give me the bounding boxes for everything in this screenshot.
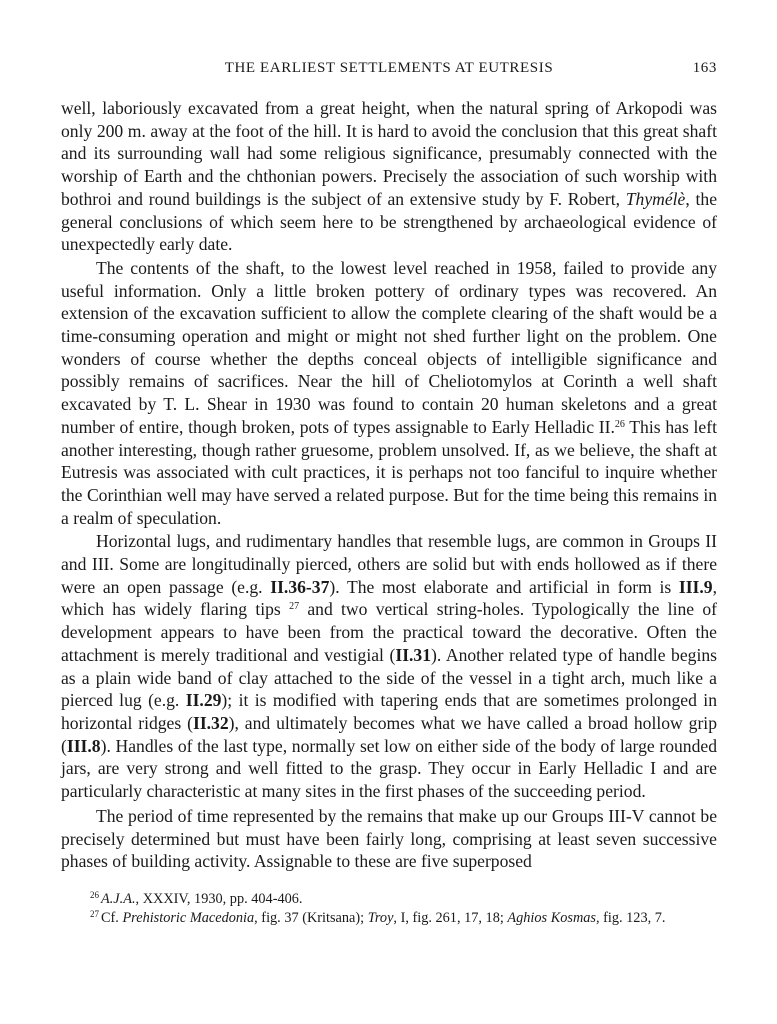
paragraph-text: and two vertical string-holes. Typologically the line of development appears to have been from the practical toward the decorative. Often the attachment is merely traditional and vestigial ( [61, 599, 717, 665]
paragraph-text: , which has widely flaring tips [61, 576, 717, 620]
paragraph [61, 257, 717, 529]
catalogue-reference: II.32 [192, 712, 229, 733]
footnote-marker: 27 [289, 601, 300, 613]
running-title: THE EARLIEST SETTLEMENTS AT EUTRESIS [224, 60, 554, 76]
paragraph-text: ). The most elaborate and artificial in form is [329, 576, 679, 597]
catalogue-reference: III.9 [678, 576, 713, 597]
paragraph-text: ), and ultimately becomes what we have called a broad hollow grip ( [61, 712, 717, 756]
footnote-marker: 27 [90, 908, 99, 919]
footnote-text: , fig. 37 (Kritsana); [254, 909, 368, 926]
paragraph [61, 530, 717, 802]
footnote-text: , fig. 123, 7. [595, 909, 666, 926]
footnote-marker: 26 [614, 418, 625, 430]
catalogue-reference: III.8 [66, 735, 101, 756]
footnote [61, 890, 717, 909]
paragraph-text: ). Handles of the last type, normally set low on either side of the body of large rounded jars, are very strong and well fitted to the grasp. They occur in Early Helladic I and are particularly characteristic at many sites in the first phases of the succeeding period. [61, 735, 717, 802]
italic-text: A.J.A. [101, 890, 136, 907]
paragraph-text: ); it is modified with tapering ends that are sometimes prolonged in horizontal ridges ( [61, 690, 717, 733]
paragraph-text: ). Another related type of handle begins as a plain wide band of clay attached to the side of the vessel in a tight arch, much like a pierced lug (e.g. [61, 644, 717, 711]
running-header [61, 60, 717, 82]
footnote-text: , XXXIV, 1930, pp. 404-406. [135, 890, 303, 907]
paragraph-text: , the general conclusions of which seem here to be strengthened by archaeological evidence of unexpectedly early date. [61, 188, 717, 255]
page-number: 163 [692, 60, 717, 76]
catalogue-reference: II.36-37 [270, 576, 330, 597]
footnote-text: , I, fig. 261, 17, 18; [393, 909, 508, 926]
paragraph [61, 805, 717, 873]
paragraph-text: This has left another interesting, though rather gruesome, problem unsolved. If, as we believe, the shaft at Eutresis was associated with cult practices, it is perhaps not too fanciful to inquire whether the Corinthian well may have served a related purpose. But for the time being this remains in a realm of speculation. [61, 416, 717, 528]
paragraph-text: well, laboriously excavated from a great height, when the natural spring of Arkopodi was only 200 m. away at the foot of the hill. It is hard to avoid the conclusion that this great shaft and its surrounding wall had some religious significance, presumably connected with the worship of Earth and the chthonian powers. Precisely the association of such worship with bothroi and round buildings is the subject of an extensive study by F. Robert, [61, 98, 717, 209]
body-text [61, 97, 717, 873]
paragraph [61, 97, 717, 256]
italic-text: Prehistoric Macedonia [122, 909, 255, 926]
paragraph-text: Horizontal lugs, and rudimentary handles that resemble lugs, are common in Groups II and III. Some are longitudinally pierced, others are solid but with ends hollowed as if there were an open passage (e.g. [61, 531, 717, 597]
footnotes [61, 890, 717, 928]
footnote-text: Cf. [101, 909, 123, 926]
paragraph-text: The period of time represented by the remains that make up our Groups III-V cannot be precisely determined but must have been fairly long, comprising at least seven successive phases of building activity. Assignable to these are five superposed [61, 805, 717, 872]
paragraph-text: The contents of the shaft, to the lowest level reached in 1958, failed to provide any useful information. Only a little broken pottery of ordinary types was recovered. An extension of the excavation sufficient to allow the complete clearing of the shaft would be a time-consuming operation and might or might not shed further light on the problem. One wonders of course whether the depths conceal objects of intelligible significance and possibly remains of sacrifices. Near the hill of Cheliotomylos at Corinth a well shaft excavated by T. L. Shear in 1930 was found to contain 20 human skeletons and a great number of entire, though broken, pots of types assignable to Early Helladic II. [61, 257, 717, 437]
italic-text: Thymélè [625, 188, 686, 209]
catalogue-reference: II.29 [185, 690, 222, 711]
footnote-marker: 26 [90, 889, 99, 900]
catalogue-reference: II.31 [395, 644, 432, 665]
italic-text: Troy [367, 909, 394, 926]
italic-text: Aghios Kosmas [507, 909, 596, 926]
footnote [61, 909, 717, 928]
